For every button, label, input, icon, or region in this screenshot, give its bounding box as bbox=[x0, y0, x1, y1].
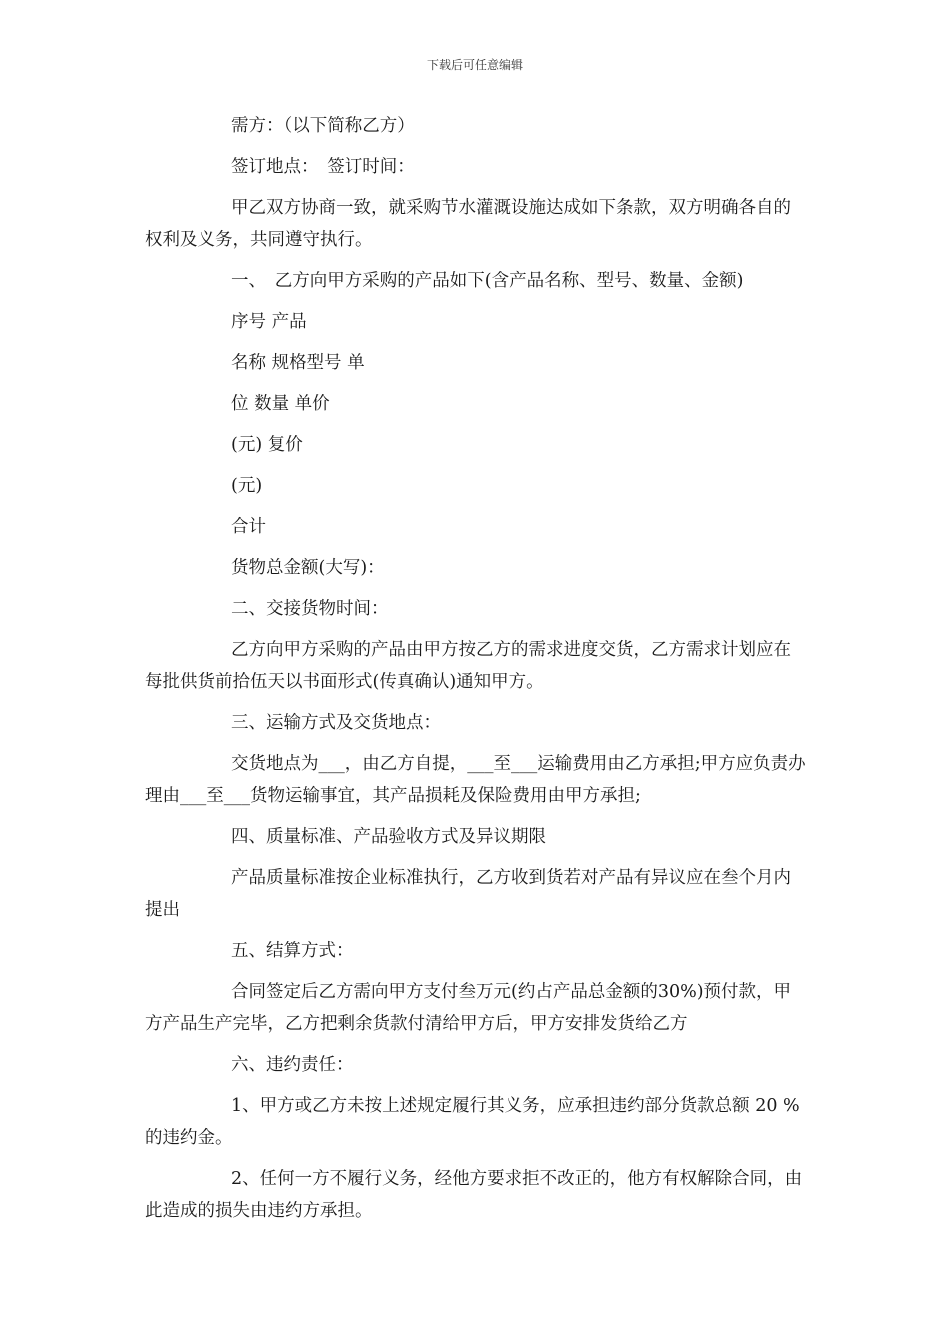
section-5-heading: 五、结算方式： bbox=[231, 941, 354, 961]
section-1-heading: 一、 乙方向甲方采购的产品如下(含产品名称、型号、数量、金额) bbox=[231, 271, 744, 291]
document-body bbox=[145, 110, 807, 1236]
table-line-1: 序号 产品 bbox=[231, 312, 307, 332]
page-header-note: 下载后可任意编辑 bbox=[426, 58, 523, 72]
table-line-2: 名称 规格型号 单 bbox=[231, 353, 365, 373]
table-line-5: (元) bbox=[231, 476, 263, 496]
paragraph-sign-place-time: 签订地点： 签订时间： bbox=[231, 157, 415, 177]
paragraph-total-amount: 货物总金额(大写)： bbox=[231, 558, 385, 578]
section-2-heading: 二、交接货物时间： bbox=[231, 599, 389, 619]
section-6-clause-1: 1、甲方或乙方未按上述规定履行其义务，应承担违约部分货款总额 20 %的违约金。 bbox=[145, 1096, 800, 1148]
section-6-clause-2: 2、任何一方不履行义务，经他方要求拒不改正的，他方有权解除合同，由此造成的损失由违约方承担。 bbox=[145, 1169, 803, 1221]
paragraph-agreement-intro: 甲乙双方协商一致，就采购节水灌溉设施达成如下条款，双方明确各自的权利及义务，共同遵守执行。 bbox=[145, 198, 791, 250]
section-4-body: 产品质量标准按企业标准执行，乙方收到货若对产品有异议应在叁个月内提出 bbox=[145, 868, 791, 920]
section-2-body: 乙方向甲方采购的产品由甲方按乙方的需求进度交货，乙方需求计划应在每批供货前拾伍天以书面形式(传真确认)通知甲方。 bbox=[145, 640, 791, 692]
section-3-body: 交货地点为___，由乙方自提，___至___运输费用由乙方承担;甲方应负责办理由___至___货物运输事宜，其产品损耗及保险费用由甲方承担; bbox=[145, 754, 806, 806]
section-3-heading: 三、运输方式及交货地点： bbox=[231, 713, 441, 733]
section-4-heading: 四、质量标准、产品验收方式及异议期限 bbox=[231, 827, 546, 847]
table-line-3: 位 数量 单价 bbox=[231, 394, 330, 414]
section-5-body: 合同签定后乙方需向甲方支付叁万元(约占产品总金额的30%)预付款，甲方产品生产完毕，乙方把剩余货款付清给甲方后，甲方安排发货给乙方 bbox=[145, 982, 792, 1034]
section-6-heading: 六、违约责任： bbox=[231, 1055, 354, 1075]
paragraph-buyer: 需方：（以下简称乙方） bbox=[231, 116, 415, 136]
table-line-4: (元) 复价 bbox=[231, 435, 303, 455]
table-line-total: 合计 bbox=[231, 517, 266, 537]
